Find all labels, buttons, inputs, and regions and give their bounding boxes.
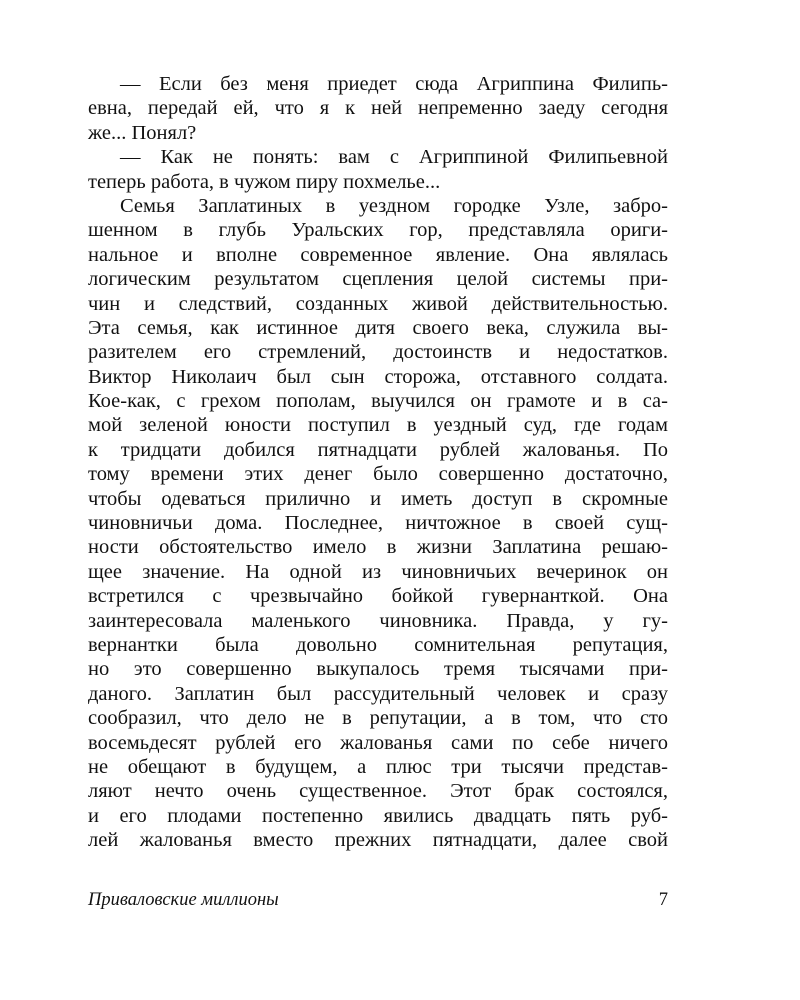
- text-line: но это совершенно выкупалось тремя тысячами при-: [88, 658, 668, 681]
- text-line: тому времени этих денег было совершенно достаточно,: [88, 463, 668, 486]
- page-footer: [88, 890, 668, 916]
- text-line: и его плодами постепенно явились двадцать пять руб-: [88, 804, 668, 827]
- text-line: даного. Заплатин был рассудительный человек и сразу: [88, 682, 668, 705]
- text-line: разителем его стремлений, достоинств и недостатков.: [88, 341, 668, 364]
- text-line: — Если без меня приедет сюда Агриппина Филипь-: [120, 73, 668, 95]
- text-line: ности обстоятельство имело в жизни Заплатина решаю-: [88, 536, 668, 559]
- text-line: сообразил, что дело не в репутации, а в том, что сто: [88, 707, 668, 730]
- page-number: 7: [658, 890, 668, 910]
- text-line: к тридцати добился пятнадцати рублей жалованья. По: [88, 438, 668, 461]
- text-line: встретился с чрезвычайно бойкой гувернанткой. Она: [88, 585, 668, 608]
- text-line: ляют нечто очень существенное. Этот брак состоялся,: [88, 780, 668, 803]
- text-line: теперь работа, в чужом пиру похмелье...: [88, 170, 441, 193]
- text-line: восемьдесят рублей его жалованья сами по себе ничего: [88, 731, 668, 754]
- text-line: нальное и вполне современное явление. Она являлась: [88, 243, 668, 266]
- text-line: Семья Заплатиных в уездном городке Узле, забро-: [120, 194, 668, 217]
- text-line: логическим результатом сцепления целой системы при-: [88, 268, 668, 291]
- body-text: [88, 72, 668, 853]
- text-line: евна, передай ей, что я к ней непременно заеду сегодня: [88, 97, 668, 120]
- text-line: чиновничьи дома. Последнее, ничтожное в своей сущ-: [88, 512, 668, 535]
- text-line: — Как не понять: вам с Агриппиной Филипьевной: [120, 146, 668, 169]
- text-line: шенном в глубь Уральских гор, представляла ориги-: [88, 219, 668, 242]
- text-line: Виктор Николаич был сын сторожа, отставного солдата.: [88, 365, 668, 388]
- text-line: заинтересовала маленького чиновника. Правда, у гу-: [88, 609, 668, 632]
- text-line: мой зеленой юности поступил в уездный суд, где годам: [88, 414, 668, 437]
- running-title: Приваловские миллионы: [88, 890, 279, 910]
- text-line: чтобы одеваться прилично и иметь доступ в скромные: [88, 487, 668, 510]
- text-line: Эта семья, как истинное дитя своего века, служила вы-: [88, 316, 668, 339]
- text-line: же... Понял?: [88, 121, 197, 144]
- text-line: щее значение. На одной из чиновничьих вечеринок он: [88, 560, 668, 583]
- text-line: не обещают в будущем, а плюс три тысячи представ-: [88, 755, 668, 778]
- text-line: вернантки была довольно сомнительная репутация,: [88, 633, 668, 656]
- text-line: Кое-как, с грехом пополам, выучился он грамоте и в са-: [88, 390, 668, 413]
- text-line: лей жалованья вместо прежних пятнадцати, далее свой: [88, 829, 668, 852]
- text-line: чин и следствий, созданных живой действительностью.: [88, 292, 668, 315]
